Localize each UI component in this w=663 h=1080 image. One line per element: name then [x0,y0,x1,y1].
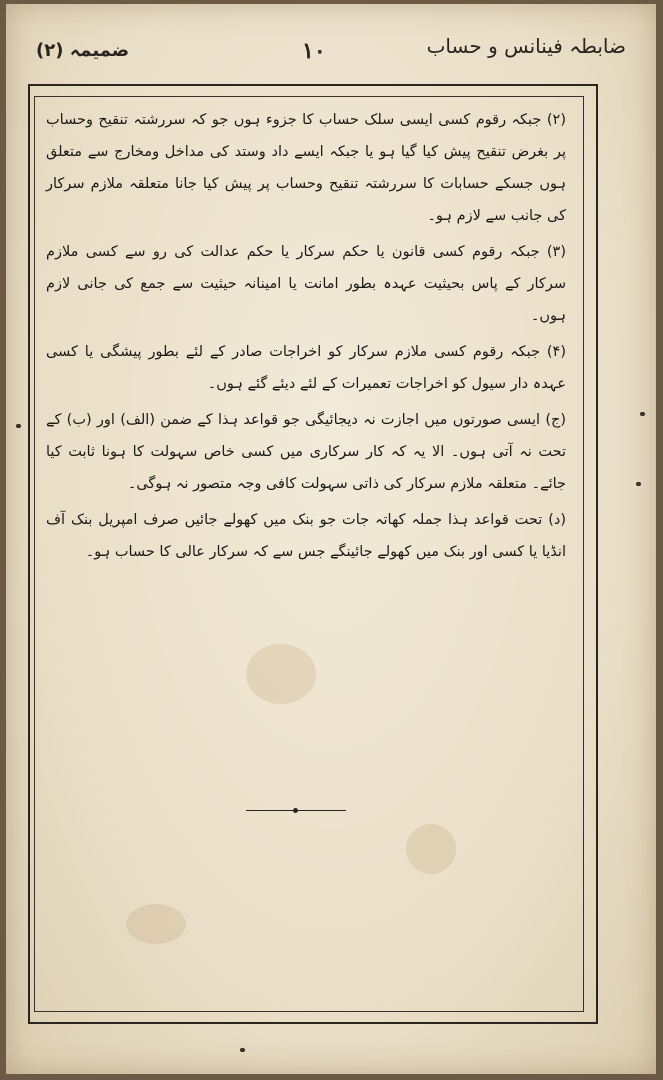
edge-dot [16,424,21,428]
body-text [46,104,566,572]
edge-dot [640,412,645,416]
running-title: ضابطہ فینانس و حساب [426,34,626,58]
paragraph-4: (۴) جبکہ رقوم کسی ملازم سرکار کو اخراجات صادر کے لئے بطور پیشگی یا کسی عہدہ دار سیول کو اخراجات تعمیرات کے لئے دیئے گئے ہوں۔ [46,344,566,392]
edge-dot [636,482,641,486]
document-page [6,4,656,1074]
paragraph-jeem: (ج) ایسی صورتوں میں اجازت نہ دیجائیگی جو قواعد ہذا کے ضمن (الف) اور (ب) کے تحت نہ آتی ہوں۔ الا یہ کہ کار سرکاری میں کسی خاص سہولت کا ہونا ثابت کیا جائے۔ متعلقہ ملازم سرکار کی ذاتی سہولت کافی وجہ متصور نہ ہوگی۔ [46,412,566,492]
paragraph-daal: (د) تحت قواعد ہذا جملہ کھاتہ جات جو بنک میں کھولے جائیں صرف امپریل بنک آف انڈیا یا کسی اور بنک میں کھولے جائینگے جس سے کہ سرکار عالی کا حساب ہو۔ [46,512,566,560]
page-number: ۱۰ [302,38,326,64]
paragraph-2: (۲) جبکہ رقوم کسی ایسی سلک حساب کا جزوء ہوں جو کہ سررشتہ تنقیح وحساب پر بغرض تنقیح پیش کیا گیا ہو یا جبکہ ایسے داد وستد کی مداخل ومخارج سے متعلق ہوں جسکے حسابات کا سررشتہ تنقیح وحساب پر پیش کیا جانا متعلقہ ملازم سرکار کی جانب سے لازم ہو۔ [46,112,566,224]
section-divider [246,810,346,811]
appendix-label: ضمیمہ (۲) [36,40,130,61]
edge-dot [240,1048,245,1052]
page-header [32,34,626,74]
paragraph-3: (۳) جبکہ رقوم کسی قانون یا حکم سرکار یا حکم عدالت کی رو سے کسی ملازم سرکار کے پاس بحیثیت عہدہ بطور امانت یا امینانہ حیثیت سے جمع کی جانی لازم ہوں۔ [46,244,566,324]
